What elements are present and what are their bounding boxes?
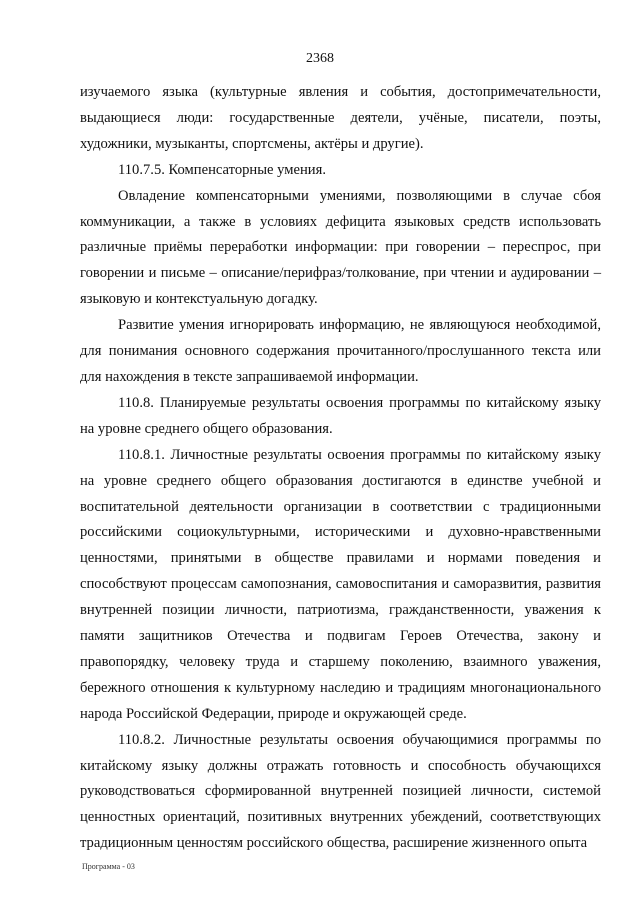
section-heading-110-7-5: 110.7.5. Компенсаторные умения. xyxy=(118,161,326,178)
page-number: 2368 xyxy=(306,51,334,66)
paragraph-1: изучаемого языка (культурные явления и события, достопримечательности, выдающиеся люди: государственные деятели, учёные, писатели, поэты, художники, музыканты, спортсмены, актёры и другие). xyxy=(80,84,601,152)
body-text xyxy=(80,80,601,857)
paragraph-4: Развитие умения игнорировать информацию, не являющуюся необходимой, для понимания основного содержания прочитанного/прослушанного текста или для нахождения в тексте запрашиваемой информации. xyxy=(80,317,601,385)
paragraph-110-8-1: 110.8.1. Личностные результаты освоения программы по китайскому языку на уровне среднего общего образования достигаются в единстве учебной и воспитательной деятельности организации в соответствии с традиционными российскими социокультурными, историческими и духовно-нравственными ценностями, принятыми в обществе правилами и нормами поведения и способствуют процессам самопознания, самовоспитания и саморазвития, развития внутренней позиции личности, патриотизма, гражданственности, уважения к памяти защитников Отечества и подвигам Героев Отечества, закону и правопорядку, человеку труда и старшему поколению, взаимного уважения, бережного отношения к культурному наследию и традициям многонационального народа Российской Федерации, природе и окружающей среде. xyxy=(80,446,601,722)
paragraph-110-8-2: 110.8.2. Личностные результаты освоения обучающимися программы по китайскому языку должны отражать готовность и способность обучающихся руководствоваться сформированной внутренней позицией личности, системой ценностных ориентаций, позитивных внутренних убеждений, соответствующих традиционным ценностям российского общества, расширение жизненного опыта xyxy=(80,731,601,852)
paragraph-3: Овладение компенсаторными умениями, позволяющими в случае сбоя коммуникации, а также в условиях дефицита языковых средств использовать различные приёмы переработки информации: при говорении – переспрос, при говорении и письме – описание/перифраз/толкование, при чтении и аудировании – языковую и контекстуальную догадку. xyxy=(80,187,601,308)
section-heading-110-8: 110.8. Планируемые результаты освоения программы по китайскому языку на уровне среднего общего образования. xyxy=(80,394,601,437)
footer-label: Программа - 03 xyxy=(82,862,135,871)
